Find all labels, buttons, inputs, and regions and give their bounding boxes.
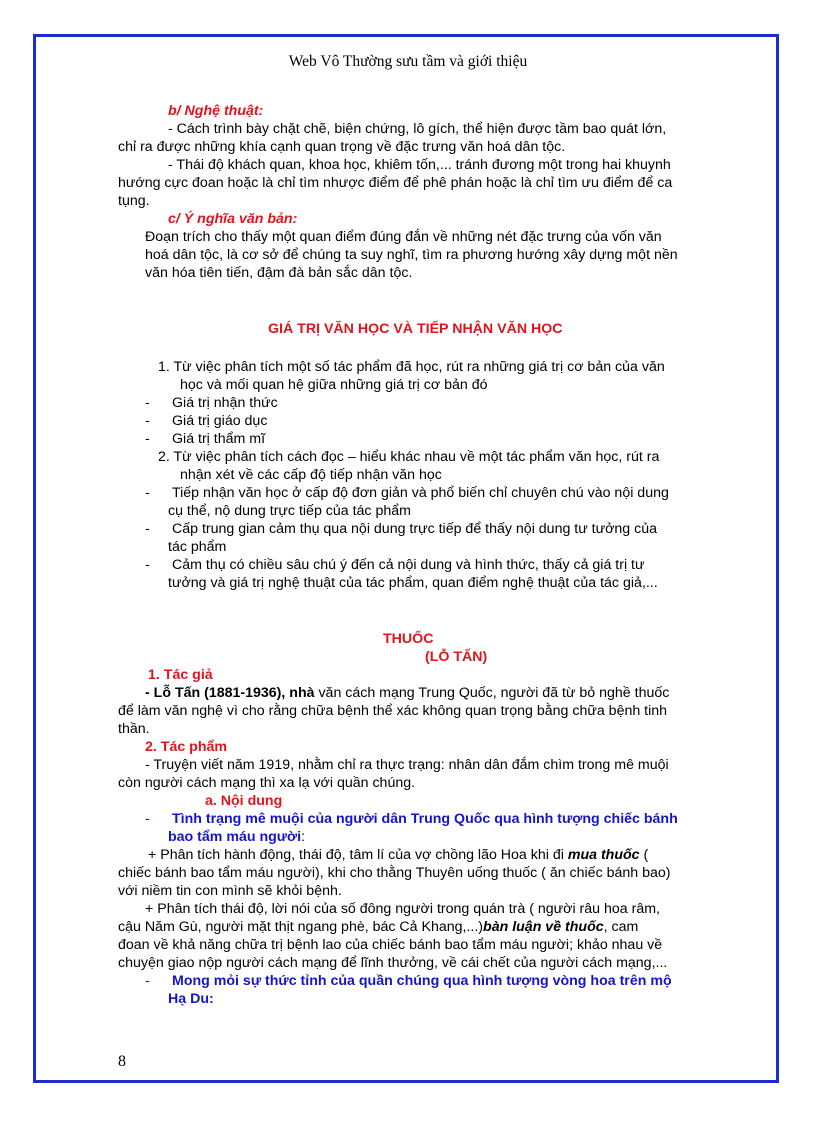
point1-line2 [168, 828, 305, 846]
section2-item1-line1: 1. Từ việc phân tích một số tác phẩm đã học, rút ra những giá trị cơ bản của văn [158, 359, 665, 375]
art-heading: b/ Nghệ thuật: [168, 103, 264, 119]
analysis2-line3: đoan về khả năng chữa trị bệnh lao của chiếc bánh bao tẩm máu người; khảo nhau về [118, 937, 663, 953]
analysis1-line3: với niềm tin con mình sẽ khỏi bệnh. [118, 883, 342, 899]
value-dash-1: - [145, 395, 150, 411]
value-item-1: Giá trị nhận thức [172, 395, 278, 411]
analysis2-line2 [118, 918, 638, 936]
art-p1-line2: chỉ ra được những khía cạnh quan trọng về đặc trưng văn hoá dân tộc. [118, 139, 566, 155]
author-line1 [145, 684, 669, 702]
meaning-line3: văn hóa tiên tiến, đậm đà bản sắc dân tộc. [145, 265, 413, 281]
level-3-line1: Cảm thụ có chiều sâu chú ý đến cả nội dung và hình thức, thấy cả giá trị tư [172, 557, 645, 573]
author-name: - Lỗ Tấn (1881-1936), nhà [145, 685, 315, 701]
level-dash-2: - [145, 521, 150, 537]
author-heading: 1. Tác giả [148, 667, 213, 683]
section2-item2-line2: nhận xét về các cấp độ tiếp nhận văn học [180, 467, 442, 483]
value-item-2: Giá trị giáo dục [172, 413, 268, 429]
work-line2: còn người cách mạng thì xa lạ với quần chúng. [118, 775, 416, 791]
value-dash-2: - [145, 413, 150, 429]
point1-line2-text: bao tẩm máu người [168, 829, 302, 845]
point1-dash: - [145, 811, 150, 827]
section2-item1-line2: học và mối quan hệ giữa những giá trị cơ bản đó [180, 377, 488, 393]
value-dash-3: - [145, 431, 150, 447]
author-line2: để làm văn nghệ vì cho rằng chữa bệnh thể xác không quan trọng bằng chữa bệnh tinh [118, 703, 668, 719]
point1-line1: Tình trạng mê muội của người dân Trung Quốc qua hình tượng chiếc bánh [172, 811, 678, 827]
meaning-line1: Đoạn trích cho thấy một quan điểm đúng đắn về những nét đặc trưng của vốn văn [145, 229, 662, 245]
level-dash-3: - [145, 557, 150, 573]
section2-title: GIÁ TRỊ VĂN HỌC VÀ TIẾP NHẬN VĂN HỌC [268, 321, 563, 337]
point2-dash: - [145, 973, 150, 989]
art-p2-line2: hướng cực đoan hoặc là chỉ tìm nhược điểm để phê phán hoặc là chỉ tìm ưu điểm để ca [118, 175, 673, 191]
content-heading: a. Nội dung [205, 793, 283, 809]
point1-colon: : [301, 829, 306, 845]
level-1-line2: cụ thể, nộ dung trực tiếp của tác phẩm [168, 503, 411, 519]
level-dash-1: - [145, 485, 150, 501]
analysis1-emphasis: mua thuốc [567, 847, 640, 863]
point2-line2: Hạ Du: [168, 991, 214, 1007]
page-number: 8 [118, 1053, 126, 1070]
analysis2-line4: chuyện giao nộp người cách mạng để lĩnh thưởng, về cái chết của người cách mạng,... [118, 955, 668, 971]
art-p2-line3: tụng. [118, 193, 150, 209]
analysis1-post: ( [639, 847, 649, 863]
author-description: văn cách mạng Trung Quốc, người đã từ bỏ nghề thuốc [314, 685, 670, 701]
section3-subtitle: (LỖ TẤN) [425, 649, 488, 665]
page-header: Web Vô Thường sưu tầm và giới thiệu [288, 53, 528, 70]
section2-item2-line1: 2. Từ việc phân tích cách đọc – hiểu khác nhau về một tác phẩm văn học, rút ra [158, 449, 660, 465]
author-line3: thần. [118, 721, 150, 737]
work-line1: - Truyện viết năm 1919, nhằm chỉ ra thực trạng: nhân dân đắm chìm trong mê muội [145, 757, 669, 773]
point2-line1: Mong mỏi sự thức tỉnh của quần chúng qua hình tượng vòng hoa trên mộ [172, 973, 672, 989]
analysis2-line1: + Phân tích thái độ, lời nói của số đông người trong quán trà ( người râu hoa râm, [145, 901, 660, 917]
art-p2-line1: - Thái độ khách quan, khoa học, khiêm tốn,... tránh đương một trong hai khuynh [168, 157, 671, 173]
level-2-line2: tác phẩm [168, 539, 227, 555]
meaning-line2: hoá dân tộc, là cơ sở để chúng ta suy nghĩ, tìm ra phương hướng xây dựng một nền [145, 247, 678, 263]
analysis1-line1 [148, 846, 648, 864]
art-p1-line1: - Cách trình bày chặt chẽ, biện chứng, lô gích, thể hiện được tầm bao quát lớn, [168, 121, 667, 137]
analysis1-pre: + Phân tích hành động, thái độ, tâm lí của vợ chồng lão Hoa khi đi [148, 847, 568, 863]
level-2-line1: Cấp trung gian cảm thụ qua nội dung trực tiếp để thấy nội dung tư tưởng của [172, 521, 658, 537]
analysis2-emphasis: bàn luận về thuốc [483, 919, 604, 935]
analysis2-pre: cậu Năm Gù, người mặt thịt ngang phè, bác Cả Khang,...) [118, 919, 484, 935]
meaning-heading: c/ Ý nghĩa văn bản: [168, 211, 298, 227]
work-heading: 2. Tác phẩm [145, 739, 228, 755]
level-3-line2: tưởng và giá trị nghệ thuật của tác phẩm, quan điểm nghệ thuật của tác giả,... [168, 575, 658, 591]
analysis1-line2: chiếc bánh bao tẩm máu người), khi cho thằng Thuyên uống thuốc ( ăn chiếc bánh bao) [118, 865, 671, 881]
section3-title: THUỐC [383, 631, 434, 647]
value-item-3: Giá trị thẩm mĩ [172, 431, 266, 447]
level-1-line1: Tiếp nhận văn học ở cấp độ đơn giản và phổ biến chỉ chuyên chú vào nội dung [172, 485, 669, 501]
analysis2-post: , cam [603, 919, 639, 935]
